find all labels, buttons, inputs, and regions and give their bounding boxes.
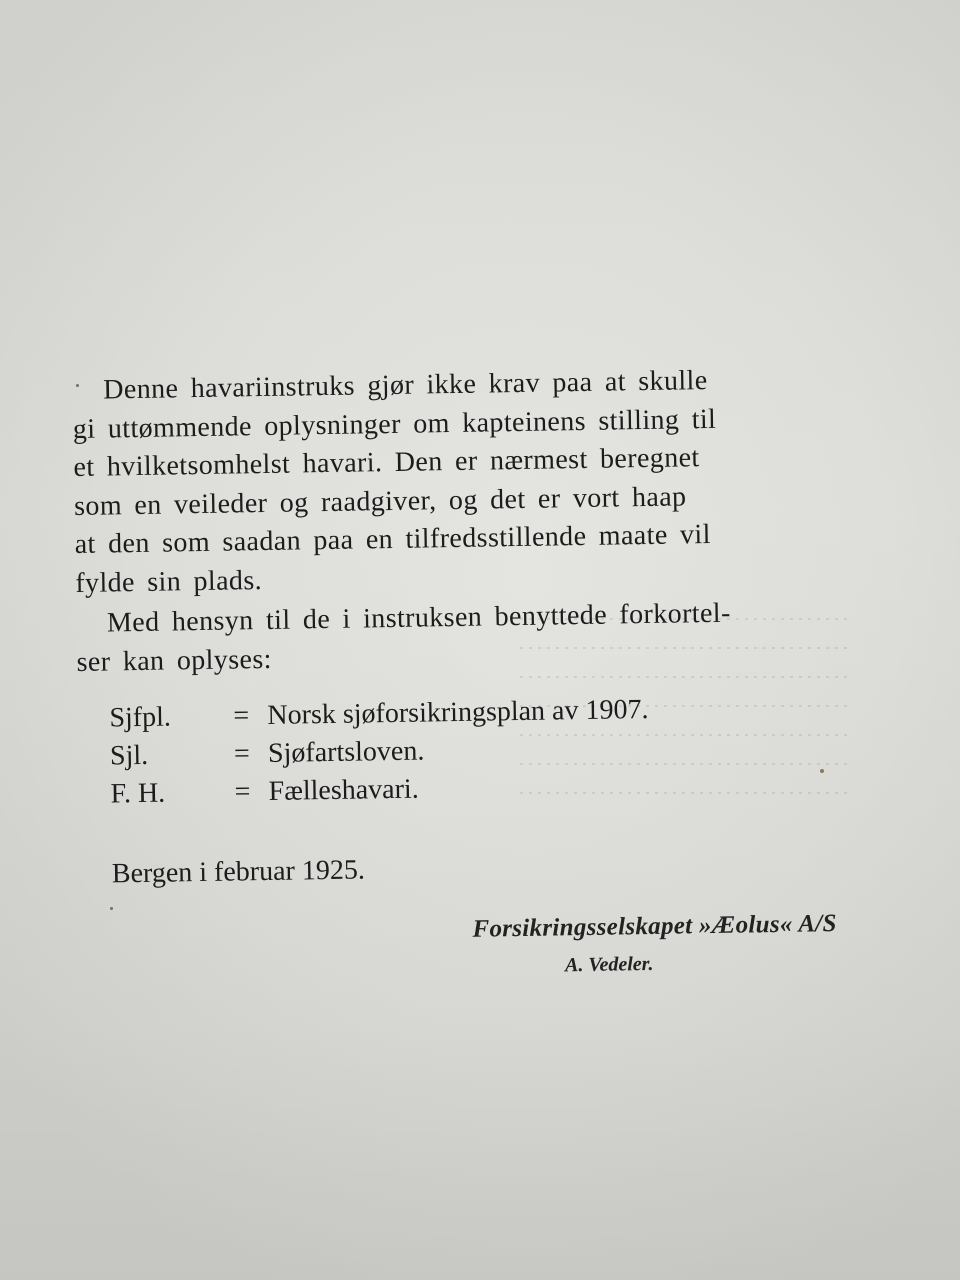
equals-sign: = <box>234 776 251 808</box>
signer-name: A. Vedeler. <box>564 952 654 977</box>
text-line: et hvilketsomhelst havari. Den er nærmest beregnet <box>73 442 700 483</box>
text-line: at den som saadan paa en tilfredsstillende maate vil <box>74 518 712 560</box>
text-line: Denne havariinstruks gjør ikke krav paa at skulle <box>103 365 708 406</box>
abbreviation-key: Sjl. <box>109 739 149 772</box>
text-line: gi uttømmende oplysninger om kapteinens stilling til <box>72 403 717 445</box>
text-line: som en veileder og raadgiver, og det er vort haap <box>73 480 687 522</box>
text-line: ser kan oplyses: <box>76 643 273 678</box>
abbreviations-intro-paragraph <box>76 593 837 682</box>
intro-paragraph <box>72 360 836 603</box>
abbreviation-key: Sjfpl. <box>109 701 172 734</box>
equals-sign: = <box>233 700 250 732</box>
equals-sign: = <box>233 738 251 770</box>
document-body <box>72 360 842 988</box>
abbreviation-value: Norsk sjøforsikringsplan av 1907. <box>267 693 649 731</box>
text-line: Med hensyn til de i instruksen benyttede forkortel- <box>106 597 731 639</box>
abbreviation-value: Fælleshavari. <box>268 773 419 807</box>
company-signature: Forsikringsselskapet »Æolus« A/S <box>472 910 837 943</box>
abbreviation-list <box>77 688 839 814</box>
text-line: fylde sin plads. <box>75 564 263 599</box>
place-and-date: Bergen i februar 1925. <box>111 854 366 890</box>
abbreviation-key: F. H. <box>110 777 166 810</box>
abbreviation-value: Sjøfartsloven. <box>267 735 425 769</box>
